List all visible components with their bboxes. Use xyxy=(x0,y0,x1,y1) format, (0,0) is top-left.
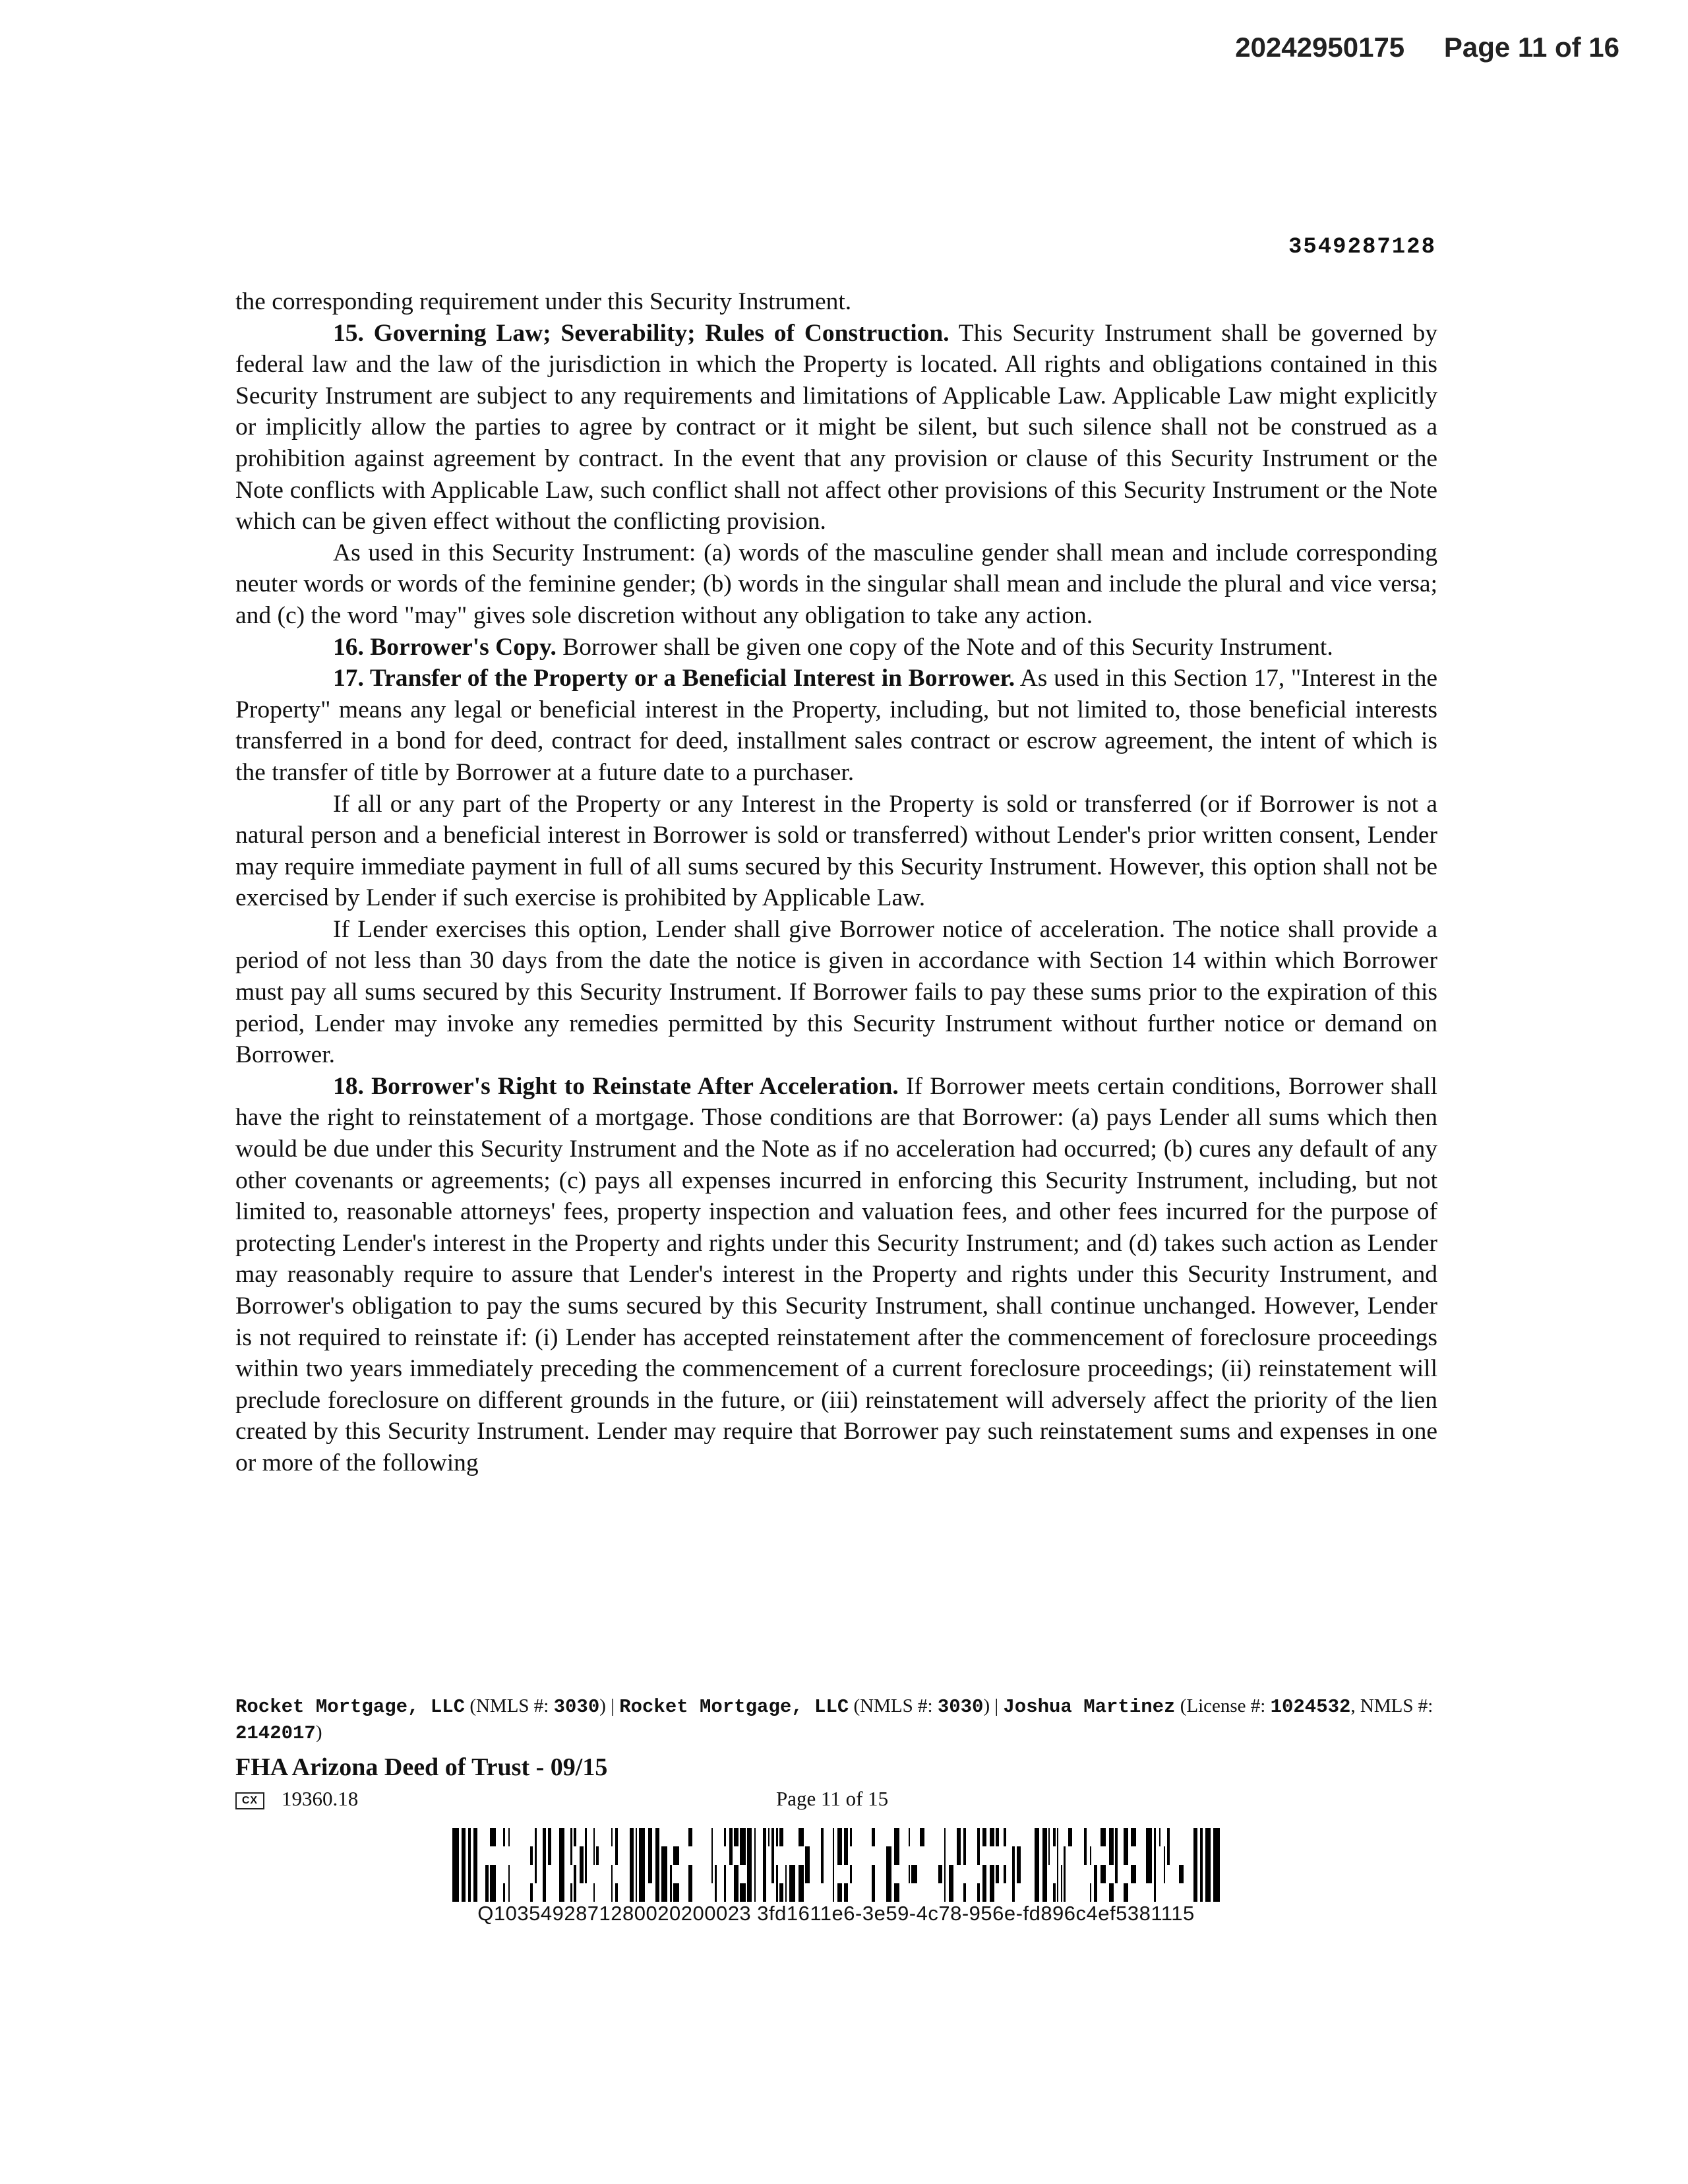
section-17-paragraph-2: If all or any part of the Property or any Interest in the Property is sold or transferred (or if Borrower is not a natural person and a beneficial interest in Borrower is sold or transferred) without Lender's prior written consent, Lender may require immediate payment in full of all sums secured by this Security Instrument. However, this option shall not be exercised by Lender if such exercise is prohibited by Applicable Law. xyxy=(235,790,1437,912)
section-15-heading: 15. Governing Law; Severability; Rules of Construction. xyxy=(333,319,950,347)
nmls-label: (NMLS #: xyxy=(849,1695,938,1716)
form-code-row xyxy=(235,1787,994,1811)
form-title: FHA Arizona Deed of Trust - 09/15 xyxy=(235,1753,608,1781)
nmls-label: (NMLS #: xyxy=(465,1695,554,1716)
section-16-text: Borrower shall be given one copy of the Note and of this Security Instrument. xyxy=(556,633,1333,661)
lender-disclosure xyxy=(235,1693,1437,1746)
separator: ) | xyxy=(599,1695,620,1716)
section-17-text: As used in this Section 17, "Interest in the Property" means any legal or beneficial interest in the Property, including, but not limited to, those beneficial interests transferred in a bond for deed, contract for deed, installment sales contract or escrow agreement, the intent of which is the transfer of title by Borrower at a future date to a purchaser. xyxy=(235,665,1437,786)
broker-nmls: 3030 xyxy=(937,1696,984,1718)
license-label: (License #: xyxy=(1175,1695,1271,1716)
section-17-heading: 17. Transfer of the Property or a Beneficial Interest in Borrower. xyxy=(333,665,1015,692)
recording-page-label: Page 11 of 16 xyxy=(1443,32,1619,63)
section-15-paragraph-2: As used in this Security Instrument: (a) words of the masculine gender shall mean and include corresponding neuter words or words of the feminine gender; (b) words in the singular shall mean and include the plural and vice versa; and (c) the word "may" gives sole discretion without any obligation to take any action. xyxy=(235,539,1437,629)
recording-header xyxy=(1235,32,1619,63)
continuation-paragraph: the corresponding requirement under this Security Instrument. xyxy=(235,288,852,315)
recording-document-number: 20242950175 xyxy=(1235,32,1405,63)
barcode-text: Q1035492871280020200023 3fd1611e6-3e59-4c78-956e-fd896c4ef5381115 xyxy=(477,1902,1195,1925)
close-paren: ) xyxy=(315,1722,322,1743)
nmls-label: , NMLS #: xyxy=(1350,1695,1433,1716)
document-body xyxy=(235,286,1437,1479)
separator: ) | xyxy=(983,1695,1004,1716)
section-16-heading: 16. Borrower's Copy. xyxy=(333,633,557,661)
section-18-heading: 18. Borrower's Right to Reinstate After Acceleration. xyxy=(333,1072,899,1100)
section-18-text: If Borrower meets certain conditions, Borrower shall have the right to reinstatement of a mortgage. Those conditions are that Borrower: (a) pays Lender all sums which then would be due under this Security Instrument and the Note as if no acceleration had occurred; (b) cures any default of any other covenants or agreements; (c) pays all expenses incurred in enforcing this Security Instrument, including, but not limited to, reasonable attorneys' fees, property inspection and valuation fees, and other fees incurred for the purpose of protecting Lender's interest in the Property and rights under this Security Instrument; and (d) takes such action as Lender may reasonably require to assure that Lender's interest in the Property and rights under this Security Instrument, and Borrower's obligation to pay the sums secured by this Security Instrument, shall continue unchanged. However, Lender is not required to reinstate if: (i) Lender has accepted reinstatement after the commencement of foreclosure proceedings within two years immediately preceding the commencement of a current foreclosure proceedings; (ii) reinstatement will preclude foreclosure on different grounds in the future, or (iii) reinstatement will adversely affect the priority of the lien created by this Security Instrument. Lender may require that Borrower pay such reinstatement sums and expenses in one or more of the following xyxy=(235,1072,1437,1476)
barcode-icon xyxy=(452,1828,1220,1902)
lender-nmls: 3030 xyxy=(553,1696,600,1718)
section-17-paragraph xyxy=(235,663,1437,788)
broker-name: Rocket Mortgage, LLC xyxy=(619,1696,849,1718)
section-17-paragraph-3: If Lender exercises this option, Lender shall give Borrower notice of acceleration. The notice shall provide a period of not less than 30 days from the date the notice is given in accordance with Section 14 within which Borrower must pay all sums secured by this Security Instrument. If Borrower fails to pay these sums prior to the expiration of this period, Lender may invoke any remedies permitted by this Security Instrument without further notice or demand on Borrower. xyxy=(235,915,1437,1069)
license-number: 1024532 xyxy=(1270,1696,1351,1718)
loan-number: 3549287128 xyxy=(1288,235,1436,260)
form-code: 19360.18 xyxy=(282,1787,359,1810)
originator-nmls: 2142017 xyxy=(235,1722,316,1744)
section-18-paragraph xyxy=(235,1071,1437,1479)
loan-originator-name: Joshua Martinez xyxy=(1003,1696,1176,1718)
section-16-paragraph xyxy=(235,632,1437,663)
section-15-paragraph xyxy=(235,318,1437,537)
cx-logo-icon: CX xyxy=(235,1792,264,1809)
lender-name: Rocket Mortgage, LLC xyxy=(235,1696,466,1718)
section-15-text: This Security Instrument shall be governed by federal law and the law of the jurisdiction in which the Property is located. All rights and obligations contained in this Security Instrument are subject to any requirements and limitations of Applicable Law. Applicable Law might explicitly or implicitly allow the parties to agree by contract or it might be silent, but such silence shall not be construed as a prohibition against agreement by contract. In the event that any provision or clause of this Security Instrument or the Note conflicts with Applicable Law, such conflict shall not affect other provisions of this Security Instrument or the Note which can be given effect without the conflicting provision. xyxy=(235,319,1437,535)
form-page-label: Page 11 of 15 xyxy=(776,1787,889,1810)
